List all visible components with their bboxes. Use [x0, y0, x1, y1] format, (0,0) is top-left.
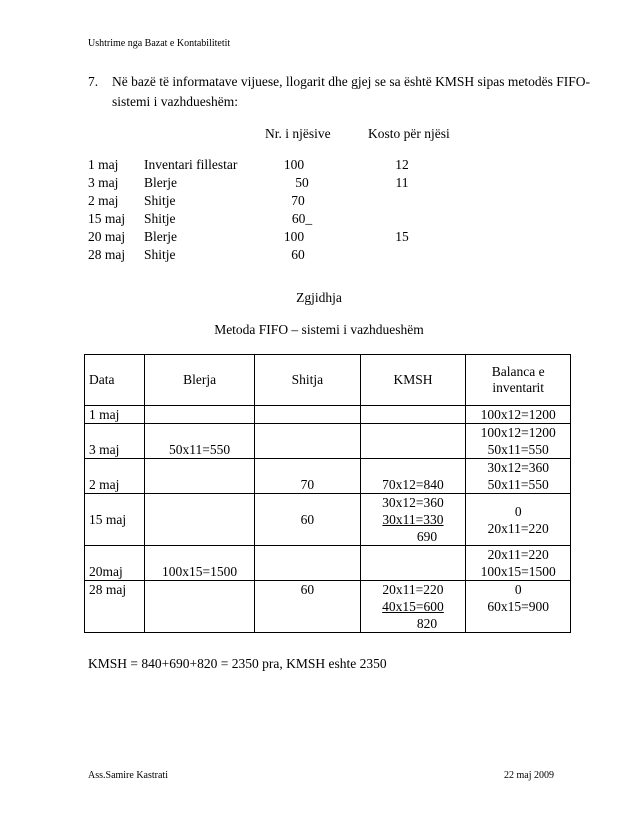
col-header-date: Data — [85, 355, 145, 406]
col-header-balance: Balanca e inventarit — [466, 355, 571, 406]
row-date: 3 maj — [85, 424, 145, 459]
cost-column-header: Kosto për njësi — [368, 126, 450, 141]
row-kmsh: 30x12=360 30x11=330 690 — [360, 494, 466, 546]
given-desc: Shitje — [144, 193, 176, 208]
row-purchase — [144, 581, 254, 633]
row-purchase — [144, 406, 254, 424]
col-header-sale: Shitja — [255, 355, 360, 406]
col-header-kmsh: KMSH — [360, 355, 466, 406]
method-title: Metoda FIFO – sistemi i vazhdueshëm — [214, 322, 424, 337]
given-desc: Shitje — [144, 211, 176, 226]
row-purchase — [144, 494, 254, 546]
given-cost: 11 — [395, 175, 409, 190]
table-row — [85, 459, 571, 494]
row-balance: 0 60x15=900 — [466, 581, 571, 633]
given-desc: Shitje — [144, 247, 176, 262]
given-desc: Blerje — [144, 175, 177, 190]
row-date: 20maj — [85, 546, 145, 581]
kmsh-total: KMSH = 840+690+820 = 2350 pra, KMSH eshte 2350 — [88, 656, 387, 671]
task-statement — [88, 72, 591, 112]
table-row — [85, 546, 571, 581]
given-date: 20 maj — [88, 229, 126, 244]
row-balance: 30x12=360 50x11=550 — [466, 459, 571, 494]
given-cost: 15 — [395, 229, 409, 244]
row-date: 2 maj — [85, 459, 145, 494]
table-row — [85, 424, 571, 459]
row-sale: 70 — [255, 459, 360, 494]
given-units: 60_ — [291, 211, 313, 226]
given-units: 100 — [283, 229, 305, 244]
page-header: Ushtrime nga Bazat e Kontabilitetit — [88, 38, 231, 49]
given-date: 2 maj — [88, 193, 119, 208]
col-header-purchase: Blerja — [144, 355, 254, 406]
row-balance: 100x12=1200 50x11=550 — [466, 424, 571, 459]
footer-author: Ass.Samire Kastrati — [88, 770, 168, 781]
row-sale — [255, 406, 360, 424]
table-row — [85, 581, 571, 633]
row-sale: 60 — [255, 494, 360, 546]
footer-date: 22 maj 2009 — [504, 770, 554, 781]
row-sale — [255, 546, 360, 581]
row-purchase — [144, 459, 254, 494]
units-column-header: Nr. i njësive — [265, 126, 331, 141]
row-purchase: 100x15=1500 — [144, 546, 254, 581]
row-purchase: 50x11=550 — [144, 424, 254, 459]
given-date: 28 maj — [88, 247, 126, 262]
given-date: 3 maj — [88, 175, 119, 190]
given-cost: 12 — [395, 157, 409, 172]
given-desc: Blerje — [144, 229, 177, 244]
given-date: 1 maj — [88, 157, 119, 172]
row-balance: 0 20x11=220 — [466, 494, 571, 546]
row-kmsh: 20x11=220 40x15=600 820 — [360, 581, 466, 633]
given-units: 60 — [291, 247, 305, 262]
task-number: 7. — [88, 74, 99, 89]
row-balance: 20x11=220 100x15=1500 — [466, 546, 571, 581]
task-text-line1: Në bazë të informatave vijuese, llogarit dhe gjej se sa është KMSH sipas metodës FIFO- — [112, 74, 591, 89]
given-date: 15 maj — [88, 211, 126, 226]
row-kmsh — [360, 546, 466, 581]
row-kmsh — [360, 406, 466, 424]
row-date: 1 maj — [85, 406, 145, 424]
row-sale — [255, 424, 360, 459]
task-text-line2: sistemi i vazhdueshëm: — [112, 94, 238, 109]
given-units: 100 — [283, 157, 305, 172]
row-balance: 100x12=1200 — [466, 406, 571, 424]
given-desc: Inventari fillestar — [144, 157, 238, 172]
given-units: 50 — [295, 175, 309, 190]
table-row — [85, 494, 571, 546]
row-sale: 60 — [255, 581, 360, 633]
fifo-table — [84, 354, 571, 633]
row-date: 28 maj — [85, 581, 145, 633]
row-kmsh — [360, 424, 466, 459]
row-kmsh: 70x12=840 — [360, 459, 466, 494]
table-header-row — [85, 355, 571, 406]
table-row — [85, 406, 571, 424]
row-date: 15 maj — [85, 494, 145, 546]
solution-title: Zgjidhja — [296, 290, 342, 305]
given-units: 70 — [291, 193, 305, 208]
